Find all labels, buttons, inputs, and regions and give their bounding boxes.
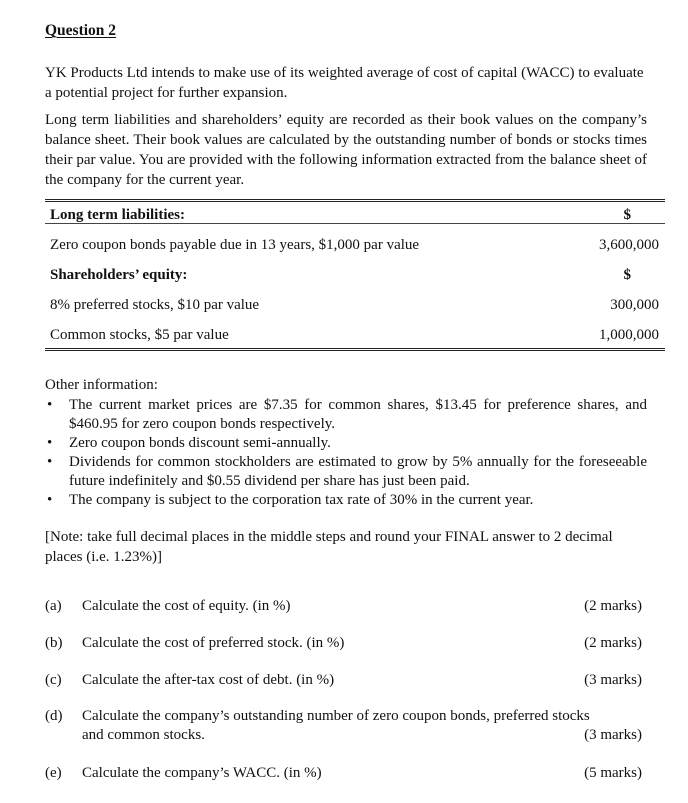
equity-heading: Shareholders’ equity: xyxy=(50,267,188,283)
bullet-icon: • xyxy=(47,435,53,451)
list-item xyxy=(45,396,647,434)
question-marks: (5 marks) xyxy=(584,765,642,781)
question-marks: (3 marks) xyxy=(584,727,642,743)
bullet-icon: • xyxy=(47,492,53,508)
list-item xyxy=(45,491,647,510)
question-label: (b) xyxy=(45,635,63,651)
question-text: Calculate the company’s WACC. (in %) xyxy=(82,765,322,781)
question-label: (e) xyxy=(45,765,62,781)
question-heading: Question 2 xyxy=(45,22,117,39)
equity-currency: $ xyxy=(623,267,631,283)
question-text: Calculate the cost of preferred stock. (in %) xyxy=(82,635,345,651)
question-marks: (2 marks) xyxy=(584,598,642,614)
question-marks: (2 marks) xyxy=(584,635,642,651)
bullet-icon: • xyxy=(47,454,53,470)
question-label: (c) xyxy=(45,672,62,688)
question-text: Calculate the after-tax cost of debt. (in %) xyxy=(82,672,335,688)
liabilities-currency: $ xyxy=(623,207,631,223)
table-row xyxy=(45,265,665,285)
bullet-text: Dividends for common stockholders are estimated to grow by 5% annually for the foreseeable future indefinitely and $0.55 dividend per share has just been paid. xyxy=(69,454,647,489)
preferred-label: 8% preferred stocks, $10 par value xyxy=(50,297,260,313)
preferred-value: 300,000 xyxy=(610,297,659,313)
bullet-text: The company is subject to the corporation tax rate of 30% in the current year. xyxy=(69,492,534,508)
rounding-note: [Note: take full decimal places in the middle steps and round your FINAL answer to 2 decimal places (i.e. 1.23%)] xyxy=(45,529,613,565)
bullet-icon: • xyxy=(47,397,53,413)
bullet-text: Zero coupon bonds discount semi-annually. xyxy=(69,435,331,451)
balance-sheet-paragraph: Long term liabilities and shareholders’ equity are recorded as their book values on the company’s balance sheet. Their book values are calculated by the outstanding number of bonds or stocks times their par value. You are provided with the following information extracted from the balance sheet of the company for the current year. xyxy=(45,112,647,188)
table-row xyxy=(45,205,665,225)
other-info-list xyxy=(45,396,647,510)
table-row xyxy=(45,295,665,315)
liabilities-heading: Long term liabilities: xyxy=(50,207,185,223)
question-marks: (3 marks) xyxy=(584,672,642,688)
common-label: Common stocks, $5 par value xyxy=(50,327,229,343)
question-label: (d) xyxy=(45,708,63,724)
bullet-text: The current market prices are $7.35 for common shares, $13.45 for preference shares, and $460.95 for zero coupon bonds respectively. xyxy=(69,397,647,432)
bonds-value: 3,600,000 xyxy=(599,237,659,253)
intro-paragraph: YK Products Ltd intends to make use of its weighted average of cost of capital (WACC) to evaluate a potential project for further expansion. xyxy=(45,65,644,101)
question-label: (a) xyxy=(45,598,62,614)
balance-sheet-table xyxy=(45,199,665,351)
list-item xyxy=(45,453,647,491)
table-divider xyxy=(45,223,665,224)
question-text: Calculate the company’s outstanding number of zero coupon bonds, preferred stocks and common stocks. xyxy=(82,708,590,743)
common-value: 1,000,000 xyxy=(599,327,659,343)
table-row xyxy=(45,235,665,255)
table-row xyxy=(45,325,665,345)
other-info-label: Other information: xyxy=(45,377,158,393)
bonds-label: Zero coupon bonds payable due in 13 years, $1,000 par value xyxy=(50,237,420,253)
question-text: Calculate the cost of equity. (in %) xyxy=(82,598,291,614)
list-item xyxy=(45,434,647,453)
